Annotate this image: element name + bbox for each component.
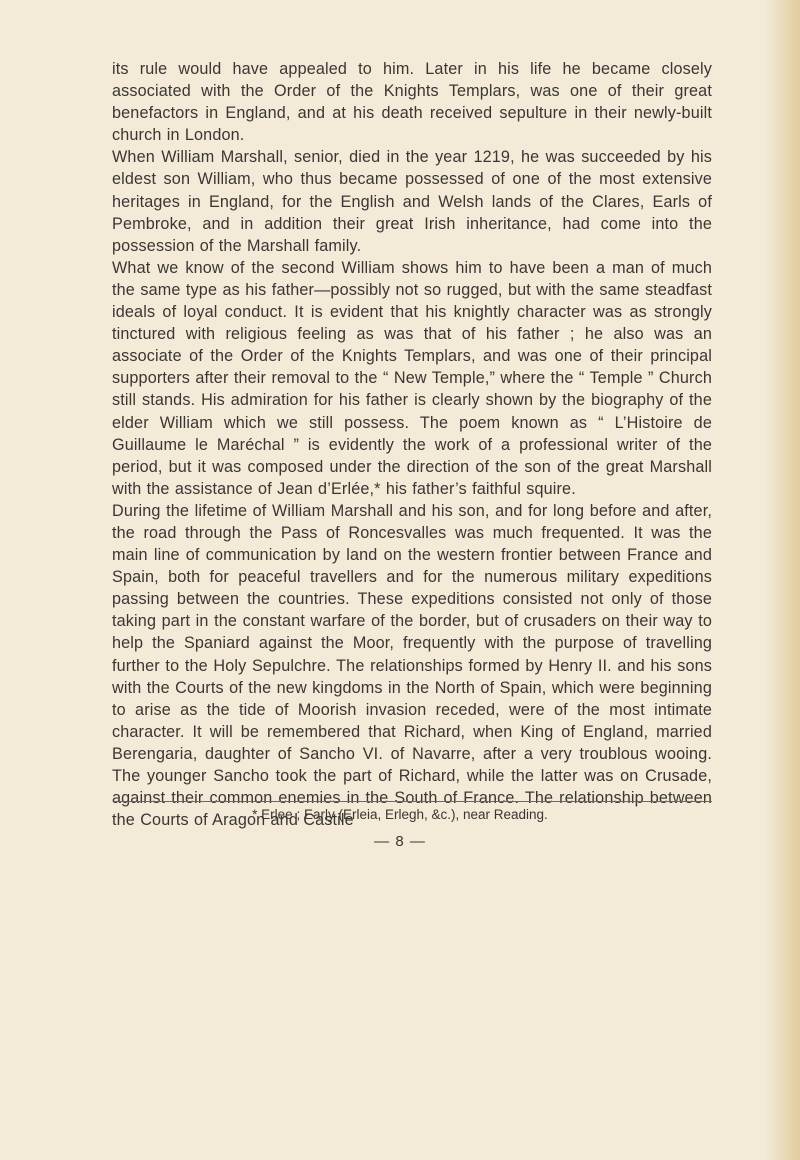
page-number: — 8 — [374, 833, 426, 850]
page-edge-shadow [766, 0, 800, 1160]
footnote: * Erlee ; Early (Erleia, Erlegh, &c.), near Reading. [252, 807, 548, 822]
paragraph-3: What we know of the second William shows him to have been a man of much the same type as his father—possibly not so rugged, but with the same steadfast ideals of loyal conduct. It is evident that his knightly character was as strongly tinctured with religious feeling as was that of his father ; he also was an associate of the Order of the Knights Templars, and was one of their principal supporters after their removal to the “ New Temple,” where the “ Temple ” Church still stands. His admiration for his father is clearly shown by the biography of the elder William which we still possess. The poem known as “ L’Histoire de Guillaume le Maréchal ” is evidently the work of a professional writer of the period, but it was composed under the direction of the son of the great Marshall with the assistance of Jean d’Erlée,* his father’s faithful squire. [112, 258, 712, 498]
paragraph-2: When William Marshall, senior, died in the year 1219, he was succeeded by his eldest son William, who thus became possessed of one of the most extensive heritages in England, for the English and Welsh lands of the Clares, Earls of Pembroke, and in addition their great Irish inheritance, had come into the possession of the Marshall family. [112, 148, 712, 255]
footnote-divider [114, 801, 712, 802]
paragraph-1: its rule would have appealed to him. Later in his life he became closely associated with the Order of the Knights Templars, was one of their great benefactors in England, and at his death received sepulture in their newly-built church in London. [112, 60, 712, 145]
body-text [112, 58, 712, 831]
paragraph-4: During the lifetime of William Marshall and his son, and for long before and after, the road through the Pass of Roncesvalles was much frequented. It was the main line of communication by land on the western frontier between France and Spain, both for peaceful travellers and for the numerous military expeditions passing between the countries. These expeditions consisted not only of those taking part in the constant warfare of the border, but of crusaders on their way to help the Spaniard against the Moor, frequently with the purpose of travelling further to the Holy Sepulchre. The relationships formed by Henry II. and his sons with the Courts of the new kingdoms in the North of Spain, which were beginning to arise as the tide of Moorish invasion receded, were of the most intimate character. It will be remembered that Richard, when King of England, married Berengaria, daughter of Sancho VI. of Navarre, after a very troublous wooing. The younger Sancho took the part of Richard, while the latter was on Crusade, against their common enemies in the South of France. The relationship between the Courts of Aragon and Castile [112, 501, 712, 830]
